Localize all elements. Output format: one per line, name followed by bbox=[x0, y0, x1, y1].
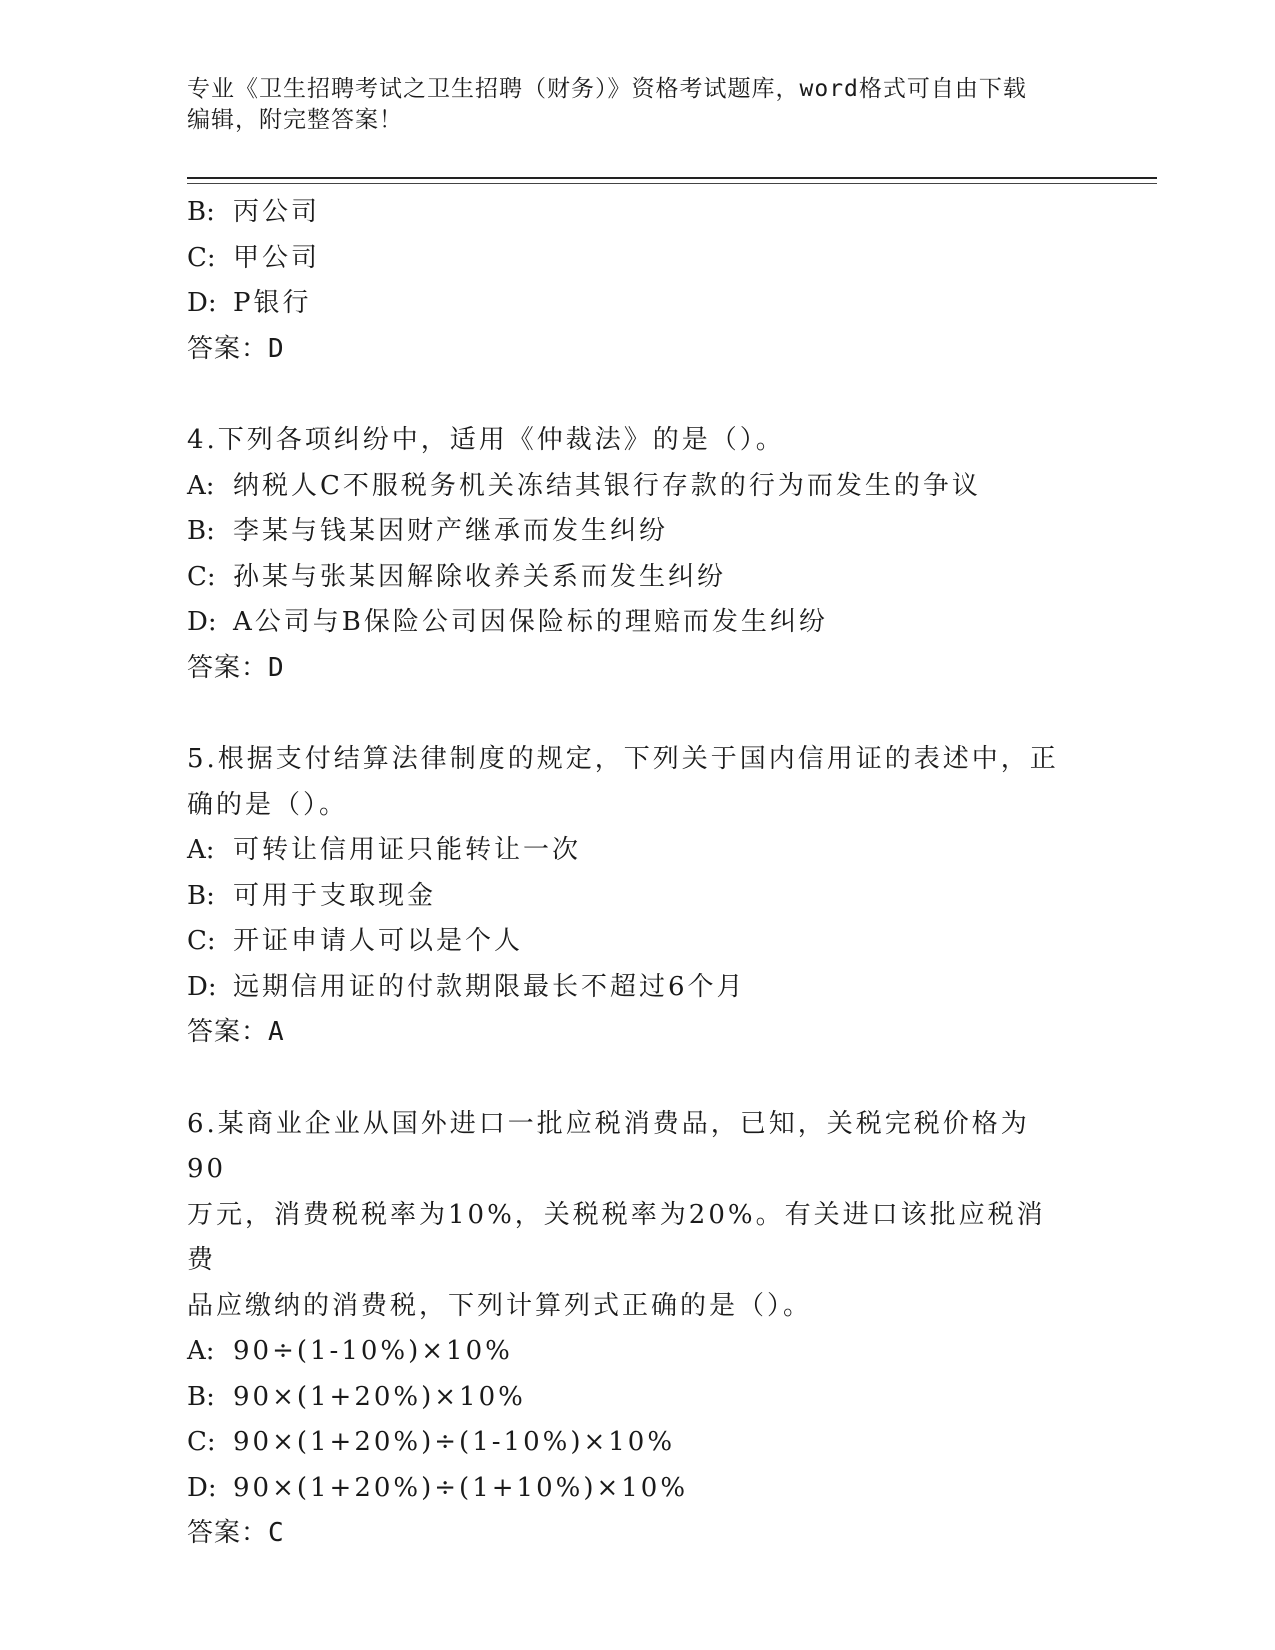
answer: 答案：D bbox=[187, 652, 285, 683]
option-text: A公司与B保险公司因保险标的理赔而发生纠纷 bbox=[233, 607, 828, 637]
option-c bbox=[187, 919, 1087, 965]
option-text: 90×(1+20%)÷(1-10%)×10% bbox=[233, 1427, 676, 1457]
option-label: C: bbox=[187, 926, 216, 956]
question-text-line-2: 万元，消费税税率为10%，关税税率为20%。有关进口该批应税消费 bbox=[187, 1199, 1046, 1275]
option-text: 纳税人C不服税务机关冻结其银行存款的行为而发生的争议 bbox=[233, 470, 981, 501]
header-line-1: 专业《卫生招聘考试之卫生招聘（财务）》资格考试题库，word格式可自由下载 bbox=[187, 76, 1027, 102]
option-label: B: bbox=[187, 880, 215, 911]
option-label: B: bbox=[187, 1381, 215, 1412]
option-label: D: bbox=[187, 288, 217, 318]
question-5 bbox=[187, 737, 1087, 1056]
option-d bbox=[187, 600, 1087, 646]
header-line-2: 编辑，附完整答案！ bbox=[187, 107, 403, 133]
option-text: 90×(1+20%)×10% bbox=[233, 1381, 526, 1412]
option-text: 远期信用证的付款期限最长不超过6个月 bbox=[233, 971, 746, 1002]
spacer bbox=[187, 1056, 1087, 1102]
option-d bbox=[187, 1466, 1087, 1512]
answer: 答案：C bbox=[187, 1518, 285, 1548]
option-label: D: bbox=[187, 1472, 217, 1503]
option-d bbox=[187, 965, 1087, 1011]
question-text-line-1: 5.根据支付结算法律制度的规定，下列关于国内信用证的表述中，正 bbox=[187, 744, 1059, 774]
option-a bbox=[187, 464, 1087, 510]
option-b bbox=[187, 190, 1087, 236]
option-text: 李某与钱某因财产继承而发生纠纷 bbox=[233, 516, 669, 546]
option-text: P银行 bbox=[233, 288, 312, 318]
header-divider-thin bbox=[187, 183, 1157, 184]
option-c bbox=[187, 1420, 1087, 1466]
question-4 bbox=[187, 418, 1087, 691]
option-text: 90÷(1-10%)×10% bbox=[233, 1336, 513, 1366]
option-text: 90×(1+20%)÷(1+10%)×10% bbox=[233, 1472, 689, 1503]
question-text: 4.下列各项纠纷中，适用《仲裁法》的是（）。 bbox=[187, 425, 785, 455]
question-3 bbox=[187, 190, 1087, 372]
question-text-line-2: 确的是（）。 bbox=[187, 789, 349, 820]
option-text: 可用于支取现金 bbox=[233, 880, 437, 911]
option-a bbox=[187, 828, 1087, 874]
option-c bbox=[187, 236, 1087, 282]
option-b bbox=[187, 509, 1087, 555]
option-text: 孙某与张某因解除收养关系而发生纠纷 bbox=[233, 561, 727, 592]
spacer bbox=[187, 691, 1087, 737]
document-header bbox=[187, 74, 1087, 136]
option-d bbox=[187, 281, 1087, 327]
option-b bbox=[187, 874, 1087, 920]
option-label: B: bbox=[187, 197, 215, 227]
option-c bbox=[187, 555, 1087, 601]
option-label: C: bbox=[187, 561, 216, 592]
option-label: C: bbox=[187, 1427, 216, 1457]
answer: 答案：D bbox=[187, 333, 285, 364]
header-divider-thick bbox=[187, 177, 1157, 179]
option-b bbox=[187, 1375, 1087, 1421]
option-label: A: bbox=[187, 1336, 215, 1366]
option-a bbox=[187, 1329, 1087, 1375]
option-label: C: bbox=[187, 242, 216, 273]
question-text-line-1: 6.某商业企业从国外进口一批应税消费品，已知，关税完税价格为90 bbox=[187, 1108, 1030, 1184]
option-label: D: bbox=[187, 607, 217, 637]
option-text: 丙公司 bbox=[233, 197, 321, 227]
option-label: B: bbox=[187, 516, 215, 546]
option-label: A: bbox=[187, 835, 215, 865]
spacer bbox=[187, 372, 1087, 418]
option-label: A: bbox=[187, 470, 215, 501]
question-text-line-3: 品应缴纳的消费税，下列计算列式正确的是（）。 bbox=[187, 1290, 813, 1321]
option-label: D: bbox=[187, 971, 217, 1002]
option-text: 甲公司 bbox=[233, 242, 321, 273]
question-list bbox=[187, 190, 1087, 1557]
answer: 答案：A bbox=[187, 1017, 285, 1047]
option-text: 可转让信用证只能转让一次 bbox=[233, 835, 582, 865]
option-text: 开证申请人可以是个人 bbox=[233, 926, 524, 956]
question-6 bbox=[187, 1102, 1087, 1557]
